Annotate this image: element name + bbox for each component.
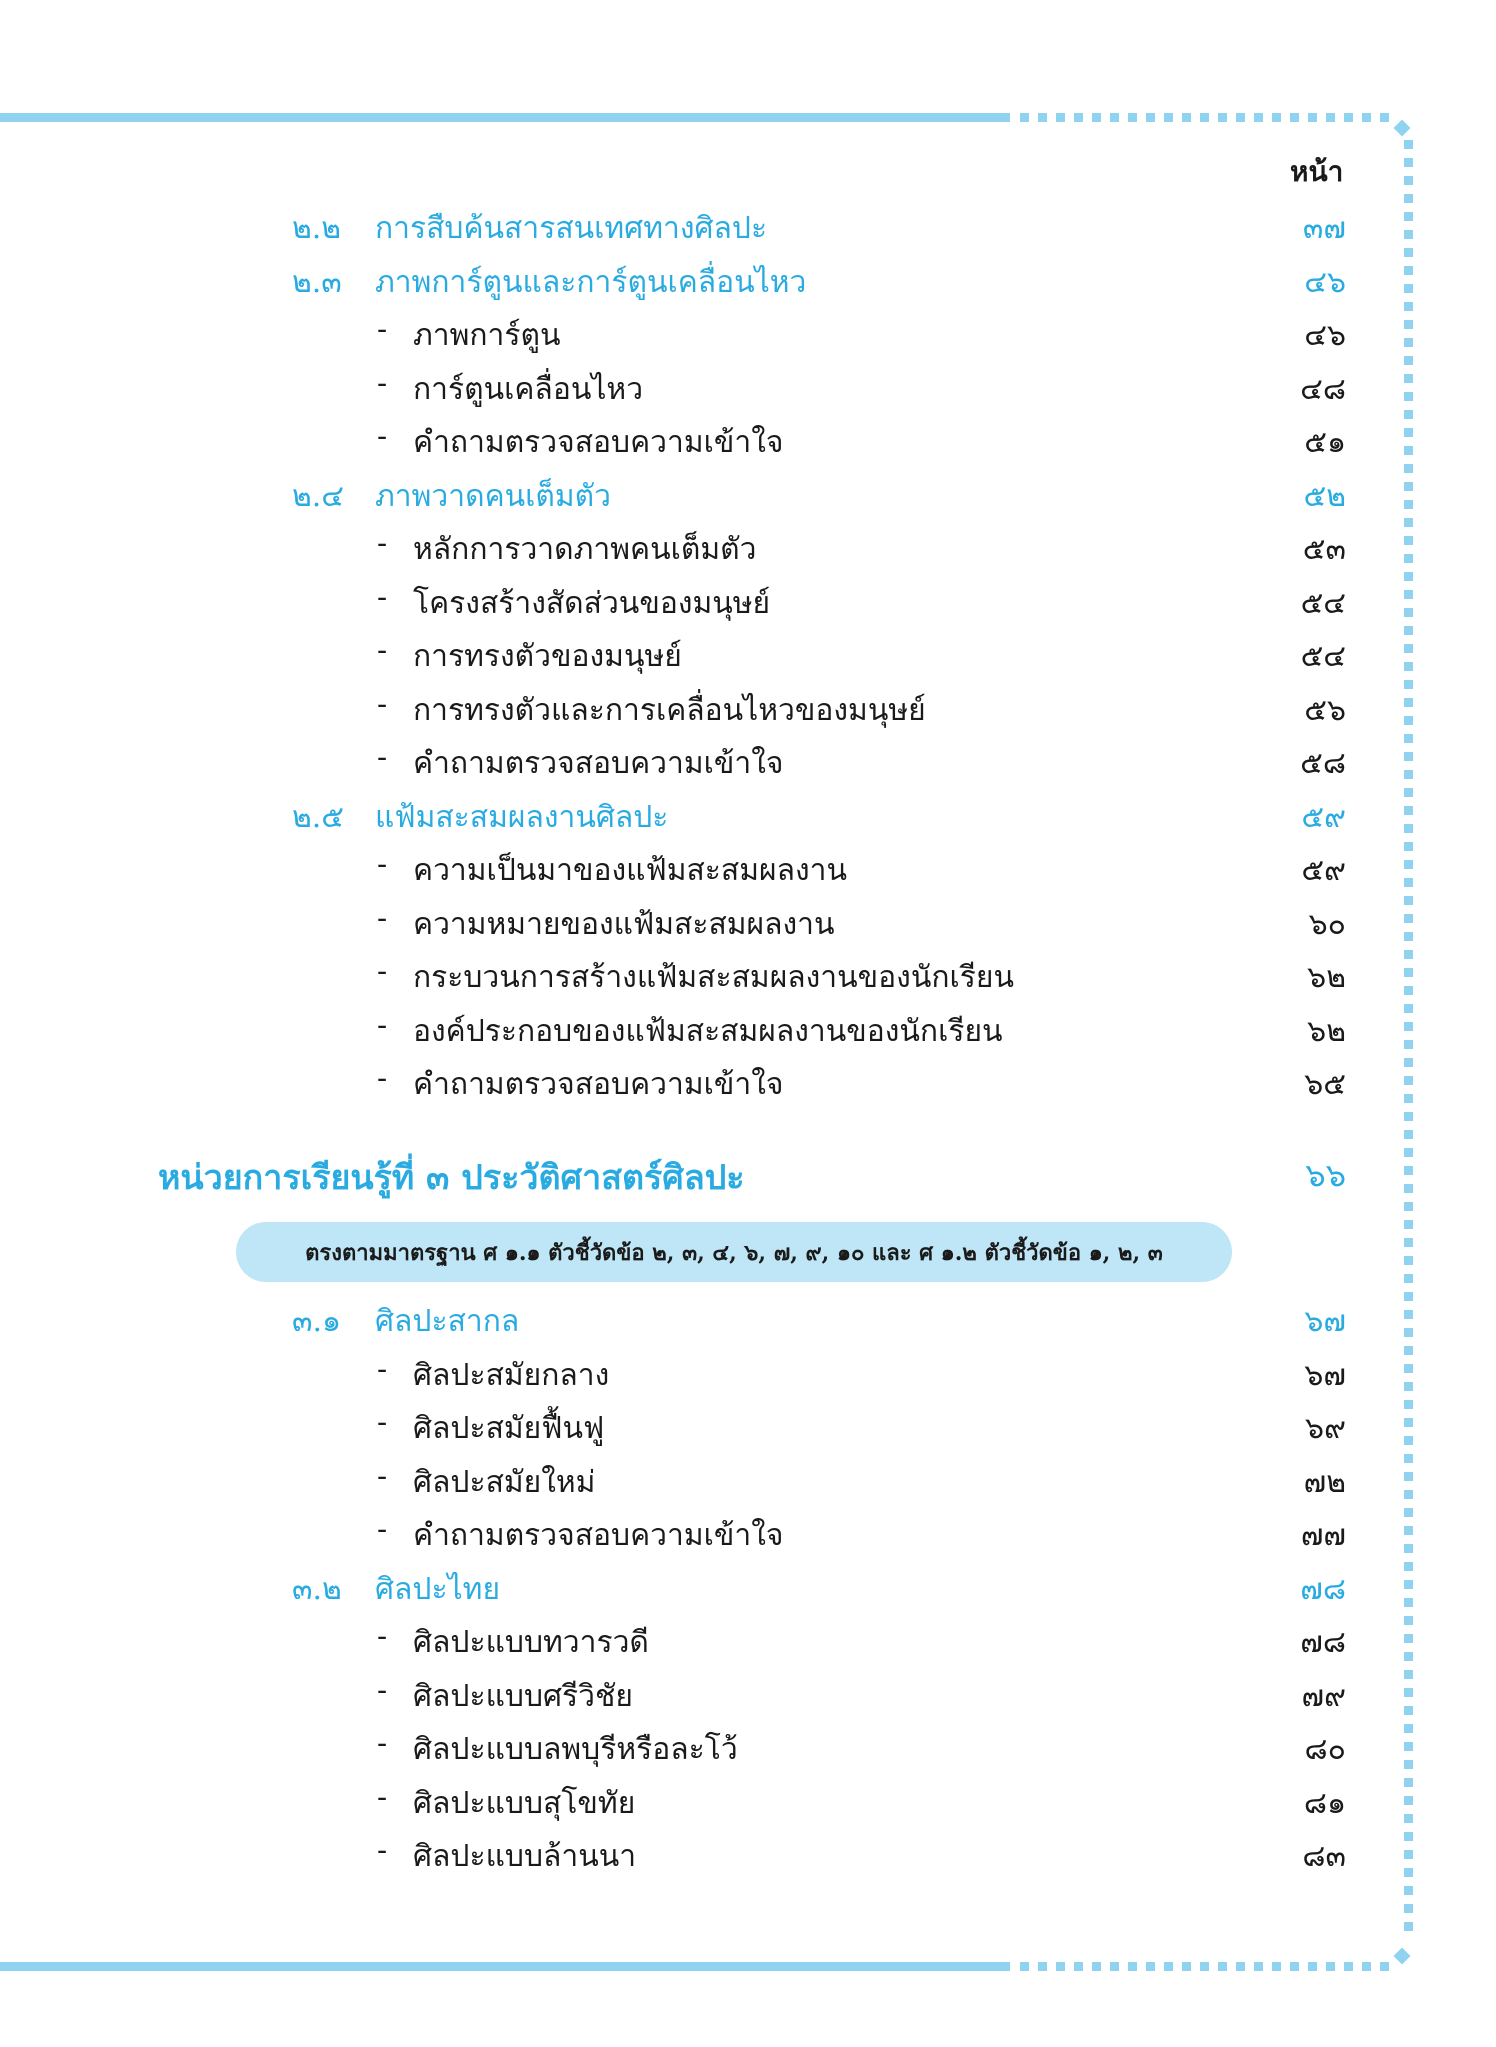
toc-subentry[interactable] xyxy=(0,366,1496,420)
entry-page-number: ๗๙ xyxy=(1301,1678,1346,1714)
bullet-dash: - xyxy=(377,847,388,882)
bullet-dash: - xyxy=(377,1619,388,1654)
frame-bottom-line xyxy=(0,1962,1010,1971)
entry-page-number: ๕๔ xyxy=(1300,585,1346,621)
bullet-dash: - xyxy=(377,1061,388,1096)
bullet-dash: - xyxy=(377,365,388,401)
bullet-dash: - xyxy=(377,686,388,722)
entry-page-number: ๔๖ xyxy=(1304,318,1346,353)
entry-page-number: ๖๙ xyxy=(1304,1411,1346,1446)
unit-title: หน่วยการเรียนรู้ที่ ๓ ประวัติศาสตร์ศิลปะ xyxy=(158,1158,745,1198)
bullet-dash: - xyxy=(377,1007,388,1043)
entry-title: ศิลปะสากล xyxy=(375,1304,520,1339)
bullet-dash: - xyxy=(377,1405,388,1440)
toc-section-entry[interactable] xyxy=(0,794,1496,848)
toc-subentry[interactable] xyxy=(0,312,1496,366)
toc-subentry[interactable] xyxy=(0,1405,1496,1459)
bullet-dash: - xyxy=(377,1726,388,1761)
bullet-dash: - xyxy=(377,1779,388,1815)
frame-top-line xyxy=(0,113,1010,122)
entry-title: ศิลปะแบบสุโขทัย xyxy=(413,1785,636,1821)
unit-heading[interactable] xyxy=(0,1150,1496,1210)
entry-title: การ์ตูนเคลื่อนไหว xyxy=(413,371,644,407)
entry-title: การทรงตัวของมนุษย์ xyxy=(413,639,682,674)
frame-top-dots xyxy=(1020,113,1390,122)
entry-title: ศิลปะแบบทวารวดี xyxy=(413,1625,649,1660)
toc-section-entry[interactable] xyxy=(0,473,1496,527)
toc-subentry[interactable] xyxy=(0,954,1496,1008)
frame-bottom-dots xyxy=(1020,1962,1390,1971)
entry-page-number: ๕๖ xyxy=(1304,692,1346,728)
standard-band: ตรงตามมาตรฐาน ศ ๑.๑ ตัวชี้วัดข้อ ๒, ๓, ๔, ๖, ๗, ๙, ๑๐ และ ศ ๑.๒ ตัวชี้วัดข้อ ๑, ๒, ๓ xyxy=(236,1222,1232,1282)
entry-page-number: ๘๑ xyxy=(1303,1785,1346,1821)
section-number: ๓.๑ xyxy=(292,1304,342,1339)
entry-title: การสืบค้นสารสนเทศทางศิลปะ xyxy=(375,211,768,246)
entry-page-number: ๗๒ xyxy=(1303,1464,1346,1500)
toc-subentry[interactable] xyxy=(0,1459,1496,1513)
entry-title: กระบวนการสร้างแฟ้มสะสมผลงานของนักเรียน xyxy=(413,960,1014,995)
bullet-dash: - xyxy=(377,312,388,347)
bullet-dash: - xyxy=(377,1512,388,1547)
frame-top-corner xyxy=(1394,120,1411,137)
toc-subentry[interactable] xyxy=(0,633,1496,687)
entry-title: ภาพวาดคนเต็มตัว xyxy=(375,478,611,514)
entry-page-number: ๓๗ xyxy=(1302,211,1346,246)
toc-subentry[interactable] xyxy=(0,901,1496,955)
entry-title: แฟ้มสะสมผลงานศิลปะ xyxy=(375,799,669,835)
toc-subentry[interactable] xyxy=(0,847,1496,901)
entry-title: ศิลปะแบบล้านนา xyxy=(413,1839,637,1874)
section-number: ๒.๒ xyxy=(292,211,342,246)
entry-page-number: ๘๐ xyxy=(1304,1732,1346,1767)
toc-subentry[interactable] xyxy=(0,1726,1496,1780)
toc-subentry[interactable] xyxy=(0,419,1496,473)
toc-subentry[interactable] xyxy=(0,1061,1496,1115)
toc-subentry[interactable] xyxy=(0,1833,1496,1887)
toc-section-entry[interactable] xyxy=(0,1566,1496,1620)
bullet-dash: - xyxy=(377,740,388,775)
entry-title: ศิลปะสมัยฟื้นฟู xyxy=(413,1411,605,1446)
entry-page-number: ๖๕ xyxy=(1304,1067,1346,1102)
entry-title: ความเป็นมาของแฟ้มสะสมผลงาน xyxy=(413,853,847,888)
bullet-dash: - xyxy=(377,419,388,454)
toc-subentry[interactable] xyxy=(0,1673,1496,1727)
frame-bottom-corner xyxy=(1394,1948,1411,1965)
toc-subentry[interactable] xyxy=(0,1780,1496,1834)
entry-title: องค์ประกอบของแฟ้มสะสมผลงานของนักเรียน xyxy=(413,1013,1003,1049)
section-number: ๒.๓ xyxy=(292,264,342,300)
bullet-dash: - xyxy=(377,1458,388,1494)
entry-title: หลักการวาดภาพคนเต็มตัว xyxy=(413,532,757,567)
entry-title: ศิลปะสมัยใหม่ xyxy=(413,1464,596,1500)
entry-page-number: ๖๗ xyxy=(1304,1357,1346,1393)
entry-title: คำถามตรวจสอบความเข้าใจ xyxy=(413,1518,784,1553)
entry-title: ภาพการ์ตูนและการ์ตูนเคลื่อนไหว xyxy=(375,264,807,300)
entry-title: การทรงตัวและการเคลื่อนไหวของมนุษย์ xyxy=(413,692,926,728)
entry-page-number: ๔๖ xyxy=(1304,264,1346,300)
entry-page-number: ๕๔ xyxy=(1300,639,1346,674)
entry-page-number: ๖๒ xyxy=(1307,960,1346,995)
section-number: ๒.๕ xyxy=(292,799,345,835)
entry-title: โครงสร้างสัดส่วนของมนุษย์ xyxy=(413,585,771,621)
bullet-dash: - xyxy=(377,1672,388,1708)
entry-page-number: ๕๑ xyxy=(1304,425,1346,460)
toc-subentry[interactable] xyxy=(0,1008,1496,1062)
toc-subentry[interactable] xyxy=(0,1352,1496,1406)
section-number: ๒.๔ xyxy=(292,478,345,514)
bullet-dash: - xyxy=(377,526,388,561)
toc-subentry[interactable] xyxy=(0,687,1496,741)
toc-section-entry[interactable] xyxy=(0,1298,1496,1352)
page-column-label: หน้า xyxy=(1290,155,1344,188)
toc-subentry[interactable] xyxy=(0,580,1496,634)
bullet-dash: - xyxy=(377,1351,388,1387)
toc-section-entry[interactable] xyxy=(0,205,1496,259)
entry-page-number: ๕๙ xyxy=(1301,853,1346,888)
entry-page-number: ๗๗ xyxy=(1300,1518,1346,1553)
entry-title: ศิลปะแบบลพบุรีหรือละโว้ xyxy=(413,1732,738,1767)
toc-subentry[interactable] xyxy=(0,526,1496,580)
bullet-dash: - xyxy=(377,579,388,615)
toc-section-entry[interactable] xyxy=(0,259,1496,313)
bullet-dash: - xyxy=(377,954,388,989)
entry-title: ความหมายของแฟ้มสะสมผลงาน xyxy=(413,906,835,942)
entry-title: คำถามตรวจสอบความเข้าใจ xyxy=(413,1067,784,1102)
section-number: ๓.๒ xyxy=(292,1571,342,1607)
entry-page-number: ๗๘ xyxy=(1300,1571,1346,1607)
entry-page-number: ๕๒ xyxy=(1303,478,1346,514)
entry-page-number: ๘๓ xyxy=(1302,1839,1346,1874)
entry-title: ศิลปะไทย xyxy=(375,1571,501,1607)
toc-subentry[interactable] xyxy=(0,740,1496,794)
entry-title: ภาพการ์ตูน xyxy=(413,318,561,353)
entry-page-number: ๕๓ xyxy=(1302,532,1346,567)
bullet-dash: - xyxy=(377,633,388,668)
bullet-dash: - xyxy=(377,900,388,936)
entry-title: คำถามตรวจสอบความเข้าใจ xyxy=(413,746,784,781)
entry-page-number: ๔๘ xyxy=(1300,371,1346,407)
entry-page-number: ๗๘ xyxy=(1300,1625,1346,1660)
entry-title: ศิลปะแบบศรีวิชัย xyxy=(413,1678,633,1714)
entry-page-number: ๖๒ xyxy=(1307,1013,1346,1049)
bullet-dash: - xyxy=(377,1833,388,1868)
unit-page-number: ๖๖ xyxy=(1305,1156,1346,1194)
entry-page-number: ๖๗ xyxy=(1304,1304,1346,1339)
entry-page-number: ๕๘ xyxy=(1300,746,1346,781)
entry-page-number: ๖๐ xyxy=(1308,906,1346,942)
toc-subentry[interactable] xyxy=(0,1512,1496,1566)
entry-title: ศิลปะสมัยกลาง xyxy=(413,1357,610,1393)
entry-title: คำถามตรวจสอบความเข้าใจ xyxy=(413,425,784,460)
toc-subentry[interactable] xyxy=(0,1619,1496,1673)
entry-page-number: ๕๙ xyxy=(1301,799,1346,835)
